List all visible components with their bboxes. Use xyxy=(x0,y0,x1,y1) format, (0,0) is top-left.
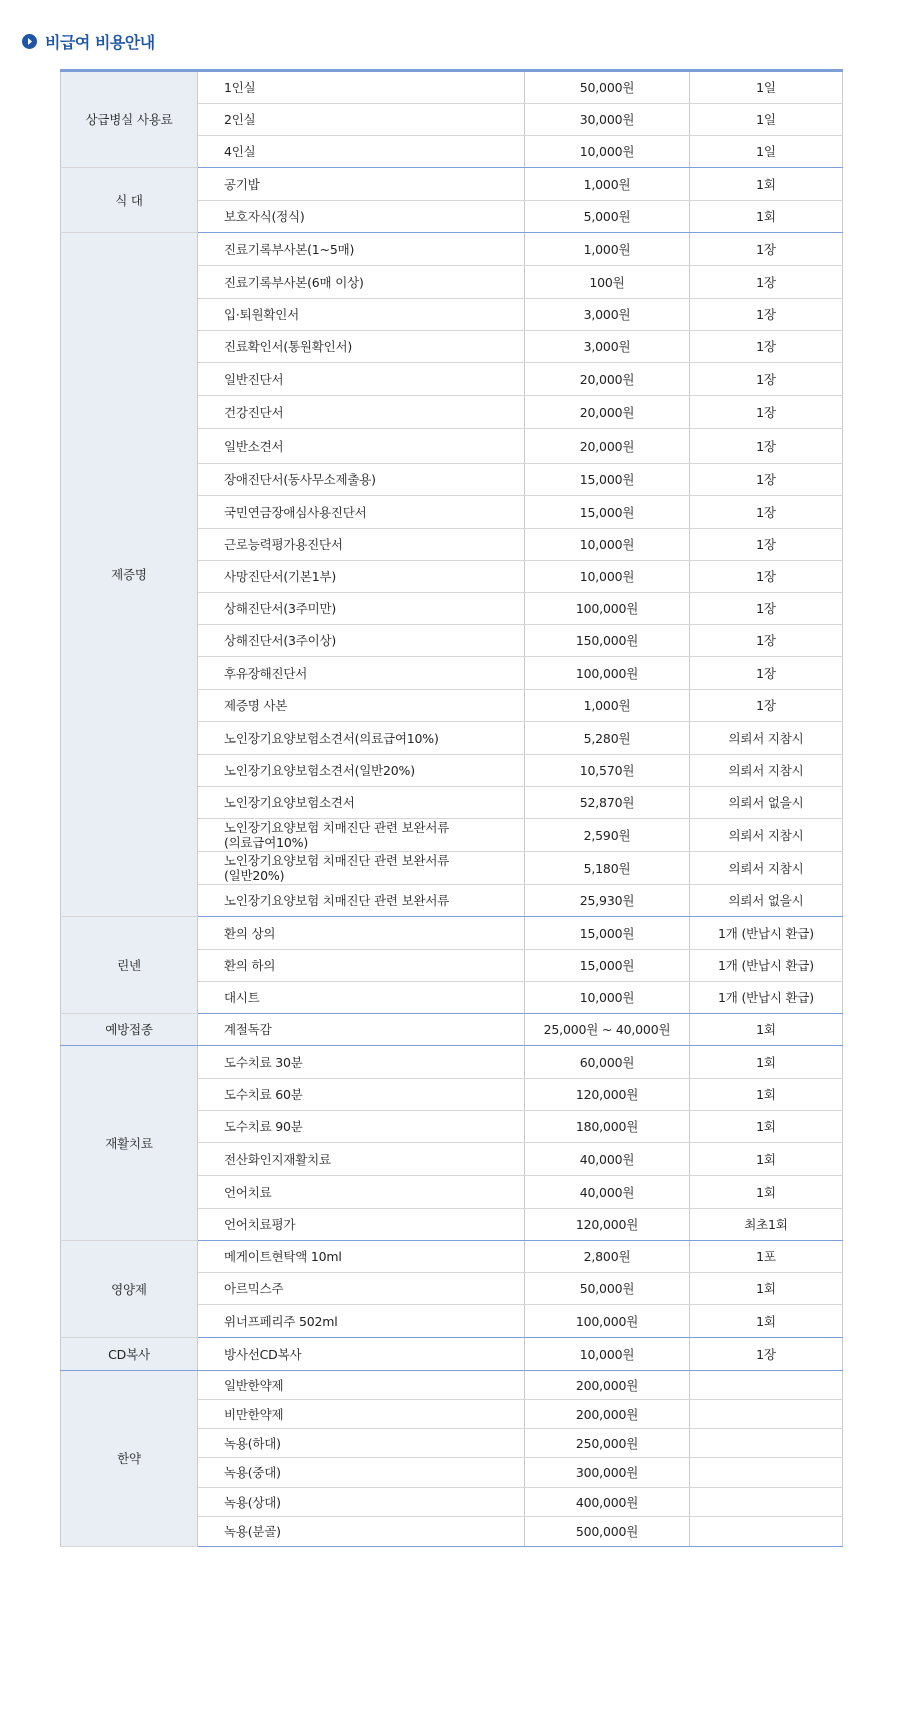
item-cell xyxy=(198,1371,525,1400)
price-cell: 50,000원 xyxy=(525,1273,690,1305)
price-cell: 20,000원 xyxy=(525,429,690,464)
item-cell xyxy=(198,657,525,690)
item-label: 노인장기요양보험 치매진단 관련 보완서류 xyxy=(224,820,450,835)
category-cell: 영양제 xyxy=(61,1241,198,1338)
item-label: 위너프페리주 502ml xyxy=(224,1313,338,1329)
table-row xyxy=(61,233,843,266)
price-cell: 15,000원 xyxy=(525,464,690,496)
item-label: 진료확인서(통원확인서) xyxy=(224,339,353,354)
table-row xyxy=(61,1241,843,1273)
item-label: 진료기록부사본(6매 이상) xyxy=(224,274,364,290)
unit-cell: 의뢰서 없을시 xyxy=(690,787,843,819)
section-heading xyxy=(22,30,155,52)
item-label: 4인실 xyxy=(224,144,256,159)
item-cell xyxy=(198,593,525,625)
item-cell xyxy=(198,852,525,885)
unit-cell xyxy=(690,1400,843,1429)
price-cell: 5,180원 xyxy=(525,852,690,885)
unit-cell: 1회 xyxy=(690,1143,843,1176)
unit-cell: 1회 xyxy=(690,1273,843,1305)
item-label: 아르믹스주 xyxy=(224,1281,284,1296)
item-label: 메게이트현탁액 10ml xyxy=(224,1249,342,1264)
price-cell: 10,000원 xyxy=(525,1338,690,1371)
unit-cell: 1장 xyxy=(690,429,843,464)
item-cell xyxy=(198,755,525,787)
unit-cell: 1장 xyxy=(690,233,843,266)
item-cell xyxy=(198,1046,525,1079)
price-cell: 30,000원 xyxy=(525,104,690,136)
item-label: 국민연금장애심사용진단서 xyxy=(224,504,367,520)
unit-cell: 1개 (반납시 환급) xyxy=(690,982,843,1014)
unit-cell: 1장 xyxy=(690,363,843,396)
item-label: 건강진단서 xyxy=(224,404,284,420)
unit-cell: 1장 xyxy=(690,625,843,657)
table-row xyxy=(61,71,843,104)
item-cell xyxy=(198,1111,525,1143)
price-cell: 25,930원 xyxy=(525,885,690,917)
unit-cell: 1회 xyxy=(690,1079,843,1111)
item-cell xyxy=(198,201,525,233)
item-label: 일반소견서 xyxy=(224,438,284,454)
item-cell xyxy=(198,625,525,657)
item-cell xyxy=(198,104,525,136)
item-label-line2: (일반20%) xyxy=(224,868,285,883)
unit-cell: 1장 xyxy=(690,396,843,429)
category-cell: 예방접종 xyxy=(61,1014,198,1046)
category-cell: CD복사 xyxy=(61,1338,198,1371)
item-cell xyxy=(198,722,525,755)
unit-cell: 의뢰서 지참시 xyxy=(690,819,843,852)
item-cell xyxy=(198,1429,525,1458)
item-label: 1인실 xyxy=(224,80,256,95)
unit-cell xyxy=(690,1517,843,1547)
price-cell: 500,000원 xyxy=(525,1517,690,1547)
item-label: 녹용(분골) xyxy=(224,1524,281,1539)
fee-table xyxy=(60,69,843,1547)
unit-cell: 의뢰서 지참시 xyxy=(690,755,843,787)
price-cell: 1,000원 xyxy=(525,233,690,266)
item-label: 일반진단서 xyxy=(224,371,284,387)
item-cell xyxy=(198,1079,525,1111)
unit-cell: 1장 xyxy=(690,496,843,529)
price-cell: 10,000원 xyxy=(525,982,690,1014)
unit-cell: 1회 xyxy=(690,168,843,201)
price-cell: 1,000원 xyxy=(525,690,690,722)
price-cell: 200,000원 xyxy=(525,1400,690,1429)
item-label: 도수치료 30분 xyxy=(224,1054,303,1070)
price-cell: 100,000원 xyxy=(525,1305,690,1338)
item-label: 언어치료평가 xyxy=(224,1217,296,1232)
unit-cell: 1회 xyxy=(690,1305,843,1338)
price-cell: 100,000원 xyxy=(525,593,690,625)
price-cell: 2,800원 xyxy=(525,1241,690,1273)
price-cell: 60,000원 xyxy=(525,1046,690,1079)
price-cell: 120,000원 xyxy=(525,1209,690,1241)
item-cell xyxy=(198,429,525,464)
item-label: 전산화인지재활치료 xyxy=(224,1151,331,1167)
price-cell: 100,000원 xyxy=(525,657,690,690)
item-label: 도수치료 90분 xyxy=(224,1119,303,1134)
item-cell xyxy=(198,885,525,917)
price-cell: 10,000원 xyxy=(525,561,690,593)
item-cell xyxy=(198,1143,525,1176)
item-label: 도수치료 60분 xyxy=(224,1087,303,1102)
unit-cell: 1회 xyxy=(690,1176,843,1209)
unit-cell: 1회 xyxy=(690,1046,843,1079)
unit-cell: 1회 xyxy=(690,201,843,233)
unit-cell: 1장 xyxy=(690,331,843,363)
item-label: 대시트 xyxy=(224,990,260,1005)
item-cell xyxy=(198,1305,525,1338)
unit-cell: 1장 xyxy=(690,657,843,690)
item-label: 계절독감 xyxy=(224,1022,272,1037)
item-label: 사망진단서(기본1부) xyxy=(224,569,337,584)
price-cell: 52,870원 xyxy=(525,787,690,819)
item-cell xyxy=(198,1488,525,1517)
fee-table-body xyxy=(61,71,843,1547)
item-label: 노인장기요양보험 치매진단 관련 보완서류 xyxy=(224,893,450,908)
item-label: 언어치료 xyxy=(224,1184,272,1200)
item-label: 노인장기요양보험 치매진단 관련 보완서류 xyxy=(224,853,450,868)
item-cell xyxy=(198,1400,525,1429)
item-label: 녹용(하대) xyxy=(224,1435,281,1451)
unit-cell: 1회 xyxy=(690,1014,843,1046)
unit-cell: 1장 xyxy=(690,561,843,593)
table-row xyxy=(61,1014,843,1046)
price-cell: 180,000원 xyxy=(525,1111,690,1143)
item-cell xyxy=(198,136,525,168)
unit-cell: 1회 xyxy=(690,1111,843,1143)
item-cell xyxy=(198,1517,525,1547)
item-label: 입·퇴원확인서 xyxy=(224,307,300,322)
unit-cell: 1장 xyxy=(690,1338,843,1371)
unit-cell: 최초1회 xyxy=(690,1209,843,1241)
item-label: 녹용(중대) xyxy=(224,1465,281,1480)
price-cell: 200,000원 xyxy=(525,1371,690,1400)
item-label-line2: (의료급여10%) xyxy=(224,835,309,850)
item-label: 노인장기요양보험소견서 xyxy=(224,795,355,810)
price-cell: 40,000원 xyxy=(525,1176,690,1209)
unit-cell xyxy=(690,1429,843,1458)
item-cell xyxy=(198,1338,525,1371)
category-cell: 제증명 xyxy=(61,233,198,917)
unit-cell: 1개 (반납시 환급) xyxy=(690,950,843,982)
price-cell: 5,280원 xyxy=(525,722,690,755)
unit-cell: 1장 xyxy=(690,464,843,496)
unit-cell: 1일 xyxy=(690,71,843,104)
item-cell xyxy=(198,464,525,496)
price-cell: 5,000원 xyxy=(525,201,690,233)
item-cell xyxy=(198,950,525,982)
table-row xyxy=(61,917,843,950)
unit-cell: 의뢰서 지참시 xyxy=(690,852,843,885)
category-cell: 재활치료 xyxy=(61,1046,198,1241)
item-cell xyxy=(198,1014,525,1046)
price-cell: 10,000원 xyxy=(525,529,690,561)
price-cell: 3,000원 xyxy=(525,331,690,363)
price-cell: 10,570원 xyxy=(525,755,690,787)
category-cell: 한약 xyxy=(61,1371,198,1547)
price-cell: 150,000원 xyxy=(525,625,690,657)
price-cell: 100원 xyxy=(525,266,690,299)
fee-table-container xyxy=(60,69,842,1547)
table-row xyxy=(61,168,843,201)
unit-cell: 1장 xyxy=(690,593,843,625)
item-cell xyxy=(198,331,525,363)
unit-cell: 1일 xyxy=(690,104,843,136)
circle-arrow-right-icon xyxy=(22,34,37,49)
price-cell: 120,000원 xyxy=(525,1079,690,1111)
item-cell xyxy=(198,1273,525,1305)
page-title: 비급여 비용안내 xyxy=(45,32,155,52)
price-cell: 400,000원 xyxy=(525,1488,690,1517)
item-cell xyxy=(198,266,525,299)
item-label: 공기밥 xyxy=(224,176,260,192)
item-cell xyxy=(198,917,525,950)
item-label: 비만한약제 xyxy=(224,1406,284,1422)
unit-cell: 1장 xyxy=(690,266,843,299)
price-cell: 40,000원 xyxy=(525,1143,690,1176)
item-label: 상해진단서(3주이상) xyxy=(224,633,337,648)
unit-cell: 1포 xyxy=(690,1241,843,1273)
category-cell: 린넨 xyxy=(61,917,198,1014)
category-cell: 상급병실 사용료 xyxy=(61,71,198,168)
item-label: 근로능력평가용진단서 xyxy=(224,537,343,552)
item-label: 보호자식(정식) xyxy=(224,209,305,224)
price-cell: 15,000원 xyxy=(525,917,690,950)
category-cell: 식 대 xyxy=(61,168,198,233)
item-label: 환의 상의 xyxy=(224,925,276,941)
item-cell xyxy=(198,819,525,852)
price-cell: 10,000원 xyxy=(525,136,690,168)
table-row xyxy=(61,1046,843,1079)
price-cell: 15,000원 xyxy=(525,950,690,982)
price-cell: 2,590원 xyxy=(525,819,690,852)
item-cell xyxy=(198,363,525,396)
item-cell xyxy=(198,982,525,1014)
item-label: 녹용(상대) xyxy=(224,1494,281,1510)
price-cell: 300,000원 xyxy=(525,1458,690,1488)
item-cell xyxy=(198,787,525,819)
unit-cell: 1일 xyxy=(690,136,843,168)
price-cell: 15,000원 xyxy=(525,496,690,529)
item-cell xyxy=(198,233,525,266)
unit-cell: 1개 (반납시 환급) xyxy=(690,917,843,950)
price-cell: 20,000원 xyxy=(525,396,690,429)
unit-cell: 1장 xyxy=(690,690,843,722)
unit-cell xyxy=(690,1488,843,1517)
price-cell: 20,000원 xyxy=(525,363,690,396)
item-cell xyxy=(198,496,525,529)
item-label: 방사선CD복사 xyxy=(224,1346,302,1362)
item-cell xyxy=(198,690,525,722)
unit-cell: 1장 xyxy=(690,529,843,561)
item-label: 후유장해진단서 xyxy=(224,665,308,681)
item-cell xyxy=(198,1209,525,1241)
item-label: 노인장기요양보험소견서(일반20%) xyxy=(224,763,415,778)
item-cell xyxy=(198,168,525,201)
price-cell: 250,000원 xyxy=(525,1429,690,1458)
item-cell xyxy=(198,71,525,104)
item-label: 일반한약제 xyxy=(224,1377,284,1393)
price-cell: 50,000원 xyxy=(525,71,690,104)
item-cell xyxy=(198,396,525,429)
item-label: 장애진단서(동사무소제출용) xyxy=(224,472,376,487)
unit-cell xyxy=(690,1458,843,1488)
unit-cell: 의뢰서 없을시 xyxy=(690,885,843,917)
item-label: 상해진단서(3주미만) xyxy=(224,601,337,616)
item-label: 환의 하의 xyxy=(224,958,276,973)
item-cell xyxy=(198,561,525,593)
item-cell xyxy=(198,529,525,561)
item-cell xyxy=(198,1458,525,1488)
item-label: 2인실 xyxy=(224,112,256,127)
item-cell xyxy=(198,299,525,331)
item-cell xyxy=(198,1176,525,1209)
price-cell: 3,000원 xyxy=(525,299,690,331)
table-row xyxy=(61,1338,843,1371)
unit-cell: 1장 xyxy=(690,299,843,331)
item-label: 진료기록부사본(1~5매) xyxy=(224,241,355,257)
table-row xyxy=(61,1371,843,1400)
item-cell xyxy=(198,1241,525,1273)
price-cell: 1,000원 xyxy=(525,168,690,201)
price-cell: 25,000원 ~ 40,000원 xyxy=(525,1014,690,1046)
item-label: 제증명 사본 xyxy=(224,698,288,713)
unit-cell: 의뢰서 지참시 xyxy=(690,722,843,755)
unit-cell xyxy=(690,1371,843,1400)
item-label: 노인장기요양보험소견서(의료급여10%) xyxy=(224,730,439,746)
